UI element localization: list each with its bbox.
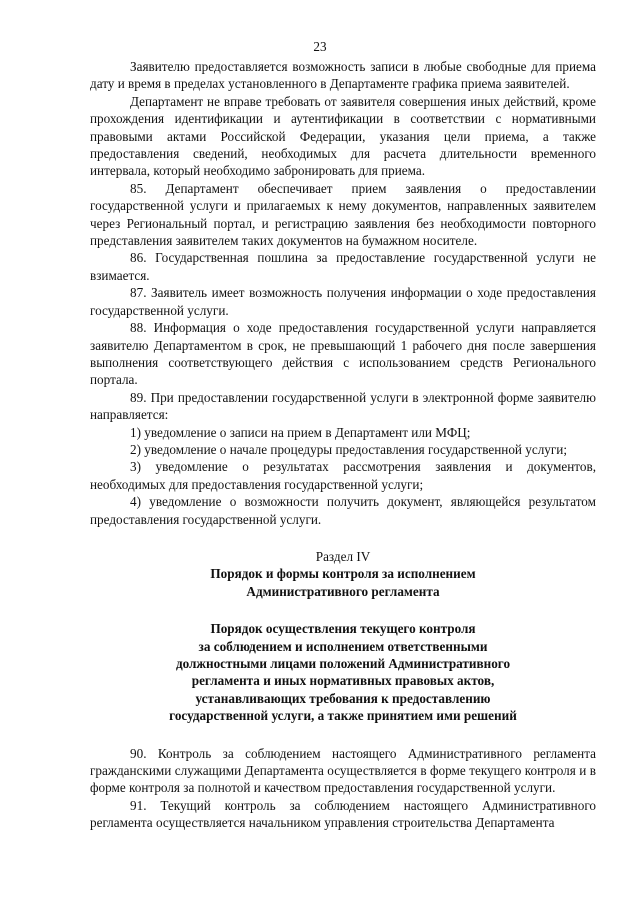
paragraph-88: 88. Информация о ходе предоставления государственной услуги направляется заявителю Департаментом в срок, не превышающий 1 рабочего дня после завершения выполнения соответствующего действия с использованием средств Регионального портала. [90,320,596,388]
paragraph-90: 90. Контроль за соблюдением настоящего Административного регламента гражданскими служащими Департамента осуществляется в форме текущего контроля и в форме контроля за полнотой и качеством предоставления государственной услуги. [90,745,596,796]
section-title-line: Административного регламента [246,583,440,599]
paragraph: Заявителю предоставляется возможность записи в любые свободные для приема дату и время в пределах установленного в Департаменте графика приема заявителей. [90,59,596,92]
paragraph-85: 85. Департамент обеспечивает прием заявления о предоставлении государственной услуги и прилагаемых к нему документов, направленных заявителем через Региональный портал, и регистрацию заявления без необходимости повторного представления заявителем таких документов на бумажном носителе. [90,180,596,249]
document-body [90,58,596,832]
paragraph-89: 89. При предоставлении государственной услуги в электронной форме заявителю направляется: [90,389,596,423]
section-label: Раздел IV [315,548,371,564]
section-title-line: Порядок и формы контроля за исполнением [210,566,476,582]
list-item-1: 1) уведомление о записи на прием в Департамент или МФЦ; [130,424,471,440]
list-item-2: 2) уведомление о начале процедуры предоставления государственной услуги; [130,441,568,457]
paragraph-91: 91. Текущий контроль за соблюдением настоящего Административного регламента осуществляется начальником управления строительства Департамента [90,797,596,831]
subsection-title-line: за соблюдением и исполнением ответственными [198,638,488,654]
subsection-title-line: регламента и иных нормативных правовых актов, [191,673,495,689]
subsection-title-line: должностными лицами положений Административного [175,656,511,671]
paragraph-86: 86. Государственная пошлина за предоставление государственной услуги не взимается. [90,250,596,283]
paragraph-87: 87. Заявитель имеет возможность получения информации о ходе предоставления государственной услуги. [90,285,596,318]
page-number: 23 [313,39,327,54]
list-item-3: 3) уведомление о результатах рассмотрения заявления и документов, необходимых для предоставления государственной услуги; [90,459,596,492]
paragraph: Департамент не вправе требовать от заявителя совершения иных действий, кроме прохождения идентификации и аутентификации в соответствии с нормативными правовыми актами Российской Федерации, указания цели приема, а также предоставления сведений, необходимых для расчета длительности временного интервала, который необходимо забронировать для приема. [90,93,596,179]
list-item-4: 4) уведомление о возможности получить документ, являющейся результатом предоставления государственной услуги. [90,494,596,527]
subsection-title-line: Порядок осуществления текущего контроля [210,621,476,637]
subsection-title-line: государственной услуги, а также принятием ими решений [169,708,517,724]
subsection-title-line: устанавливающих требования к предоставлению [195,690,491,706]
